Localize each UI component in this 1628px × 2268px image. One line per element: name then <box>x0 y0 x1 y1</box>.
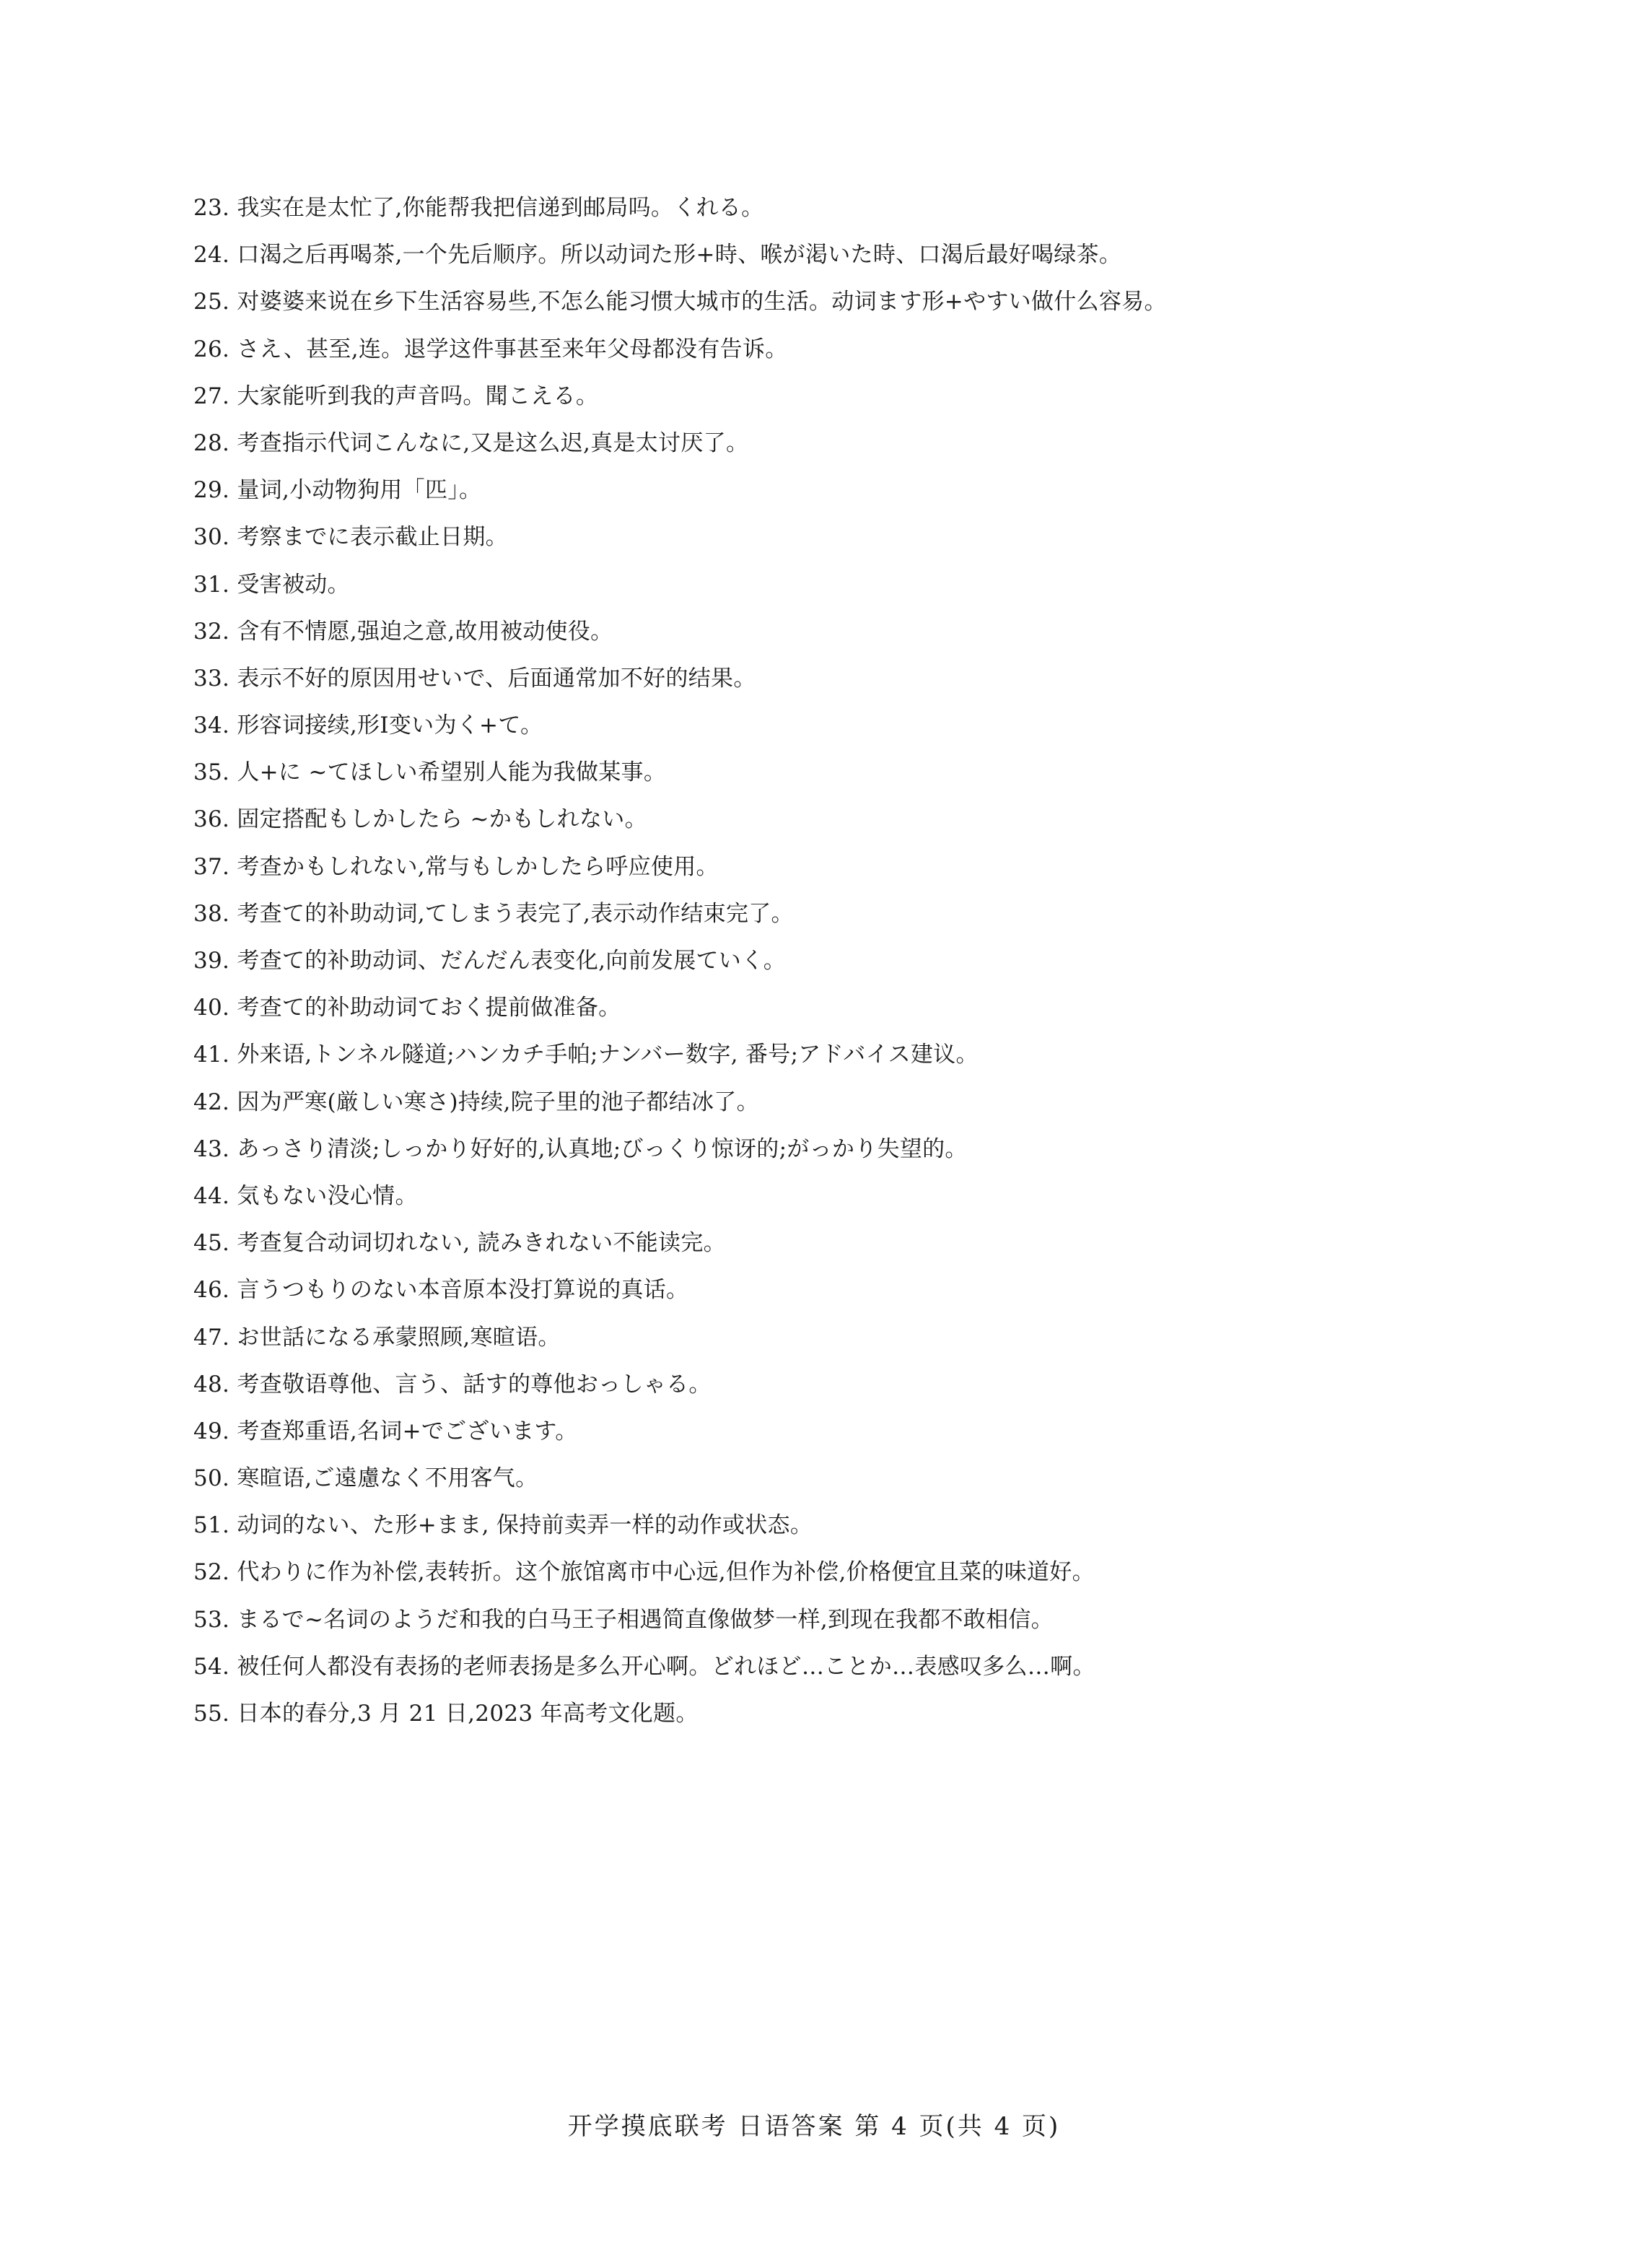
answer-38: 38. 考查て的补助动词,てしまう表完了,表示动作结束完了。 <box>193 900 794 927</box>
answer-27: 27. 大家能听到我的声音吗。聞こえる。 <box>193 383 599 409</box>
answer-48: 48. 考查敬语尊他、言う、話す的尊他おっしゃる。 <box>193 1371 712 1397</box>
answer-51: 51. 动词的ない、た形+まま, 保持前卖弄一样的动作或状态。 <box>193 1512 813 1539</box>
answer-25: 25. 对婆婆来说在乡下生活容易些,不怎么能习惯大城市的生活。动词ます形+やすい做什么容易。 <box>193 289 1167 315</box>
answer-55: 55. 日本的春分,3 月 21 日,2023 年高考文化题。 <box>193 1701 699 1727</box>
answer-31: 31. 受害被动。 <box>193 571 350 598</box>
answer-35: 35. 人+に ~てほしい希望别人能为我做某事。 <box>193 759 667 786</box>
answer-47: 47. お世話になる承蒙照顾,寒暄语。 <box>193 1324 561 1351</box>
answer-33: 33. 表示不好的原因用せいで、后面通常加不好的结果。 <box>193 665 756 692</box>
answer-28: 28. 考查指示代词こんなに,又是这么迟,真是太讨厌了。 <box>193 429 749 456</box>
answer-32: 32. 含有不情愿,强迫之意,故用被动使役。 <box>193 618 613 645</box>
answer-37: 37. 考查かもしれない,常与もしかしたら呼应使用。 <box>193 853 719 880</box>
answer-23: 23. 我实在是太忙了,你能帮我把信递到邮局吗。くれる。 <box>193 195 764 221</box>
answer-46: 46. 言うつもりのない本音原本没打算说的真话。 <box>193 1277 689 1304</box>
answer-29: 29. 量词,小动物狗用「匹」。 <box>193 477 482 504</box>
page-footer: 开学摸底联考 日语答案 第 4 页(共 4 页) <box>567 2112 1061 2141</box>
answer-24: 24. 口渴之后再喝茶,一个先后顺序。所以动词た形+時、喉が渇いた時、口渴后最好喝绿茶。 <box>193 242 1122 269</box>
answer-34: 34. 形容词接续,形Ⅰ变い为く+て。 <box>193 712 543 739</box>
answer-54: 54. 被任何人都没有表扬的老师表扬是多么开心啊。どれほど…ことか…表感叹多么…啊。 <box>193 1653 1095 1680</box>
answer-42: 42. 因为严寒(厳しい寒さ)持续,院子里的池子都结冰了。 <box>193 1089 759 1115</box>
answer-53: 53. まるで~名词のようだ和我的白马王子相遇简直像做梦一样,到现在我都不敢相信。 <box>193 1606 1054 1633</box>
answer-50: 50. 寒暄语,ご遠慮なく不用客气。 <box>193 1465 538 1492</box>
answer-43: 43. あっさり清淡;しっかり好好的,认真地;びっくり惊讶的;がっかり失望的。 <box>193 1135 968 1162</box>
answer-30: 30. 考察までに表示截止日期。 <box>193 524 508 551</box>
answer-40: 40. 考查て的补助动词ておく提前做准备。 <box>193 995 621 1021</box>
answer-52: 52. 代わりに作为补偿,表转折。这个旅馆离市中心远,但作为补偿,价格便宜且菜的味道好。 <box>193 1559 1095 1586</box>
answer-26: 26. さえ、甚至,连。退学这件事甚至来年父母都没有告诉。 <box>193 336 788 362</box>
answer-45: 45. 考查复合动词切れない, 読みきれない不能读完。 <box>193 1230 726 1257</box>
answer-41: 41. 外来语,トンネル隧道;ハンカチ手帕;ナンバー数字, 番号;アドバイス建议。 <box>193 1042 979 1068</box>
answer-44: 44. 気もない没心情。 <box>193 1182 418 1209</box>
answer-49: 49. 考查郑重语,名词+でございます。 <box>193 1418 578 1444</box>
answer-39: 39. 考查て的补助动词、だんだん表变化,向前发展ていく。 <box>193 948 787 974</box>
answer-36: 36. 固定搭配もしかしたら ~かもしれない。 <box>193 806 647 833</box>
answer-list <box>193 189 1564 1742</box>
